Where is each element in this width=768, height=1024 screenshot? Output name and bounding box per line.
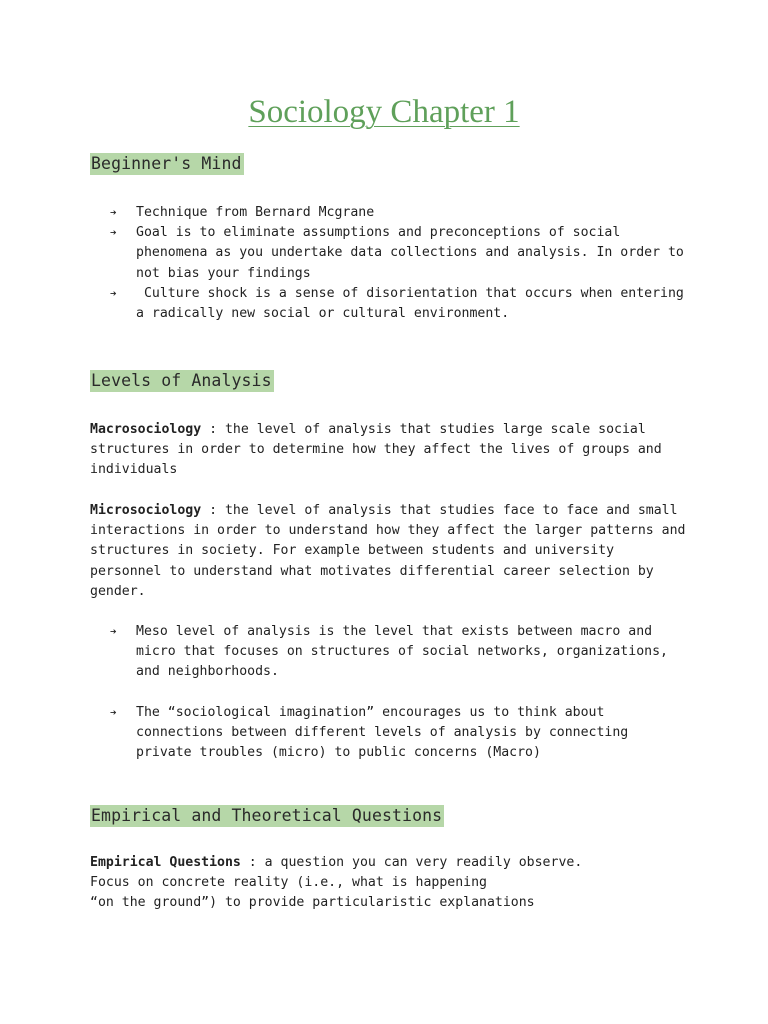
macrosociology-text: : the level of analysis that studies large scale social structures in order to determine how they affect the lives of groups and individuals: [90, 422, 662, 478]
section-heading-empirical-theoretical: Empirical and Theoretical Questions: [91, 806, 443, 825]
imagination-bullet-list: [110, 703, 685, 764]
bullet-text: Culture shock is a sense of disorientation that occurs when entering a radically new social or cultural environment.: [136, 285, 692, 322]
section-heading-levels-of-analysis: Levels of Analysis: [91, 371, 272, 390]
document-title: Sociology Chapter 1: [248, 94, 520, 130]
empirical-line-3: “on the ground”) to provide particularistic explanations: [90, 895, 535, 911]
empirical-line-1: : a question you can very readily observe.: [240, 855, 583, 870]
section-heading-beginners-mind: Beginner's Mind: [91, 154, 242, 173]
arrow-bullet-icon: ➔: [110, 226, 117, 240]
bullet-text: The “sociological imagination” encourages us to think about connections between different levels of analysis by connecting private troubles (micro) to public concerns (Macro): [136, 705, 629, 761]
empirical-line-2: Focus on concrete reality (i.e., what is happening: [90, 875, 487, 891]
empirical-questions-definition: [90, 853, 690, 914]
bullet-text: Meso level of analysis is the level that exists between macro and micro that focuses on structures of social networks, organizations, and neighborhoods.: [136, 624, 668, 680]
arrow-bullet-icon: ➔: [110, 206, 117, 219]
bullet-text: Technique from Bernard Mcgrane: [136, 205, 375, 220]
arrow-bullet-icon: ➔: [110, 706, 117, 719]
list-item: [110, 622, 685, 683]
term-microsociology: Microsociology: [90, 503, 202, 518]
microsociology-text: : the level of analysis that studies face to face and small interactions in order to understand how they affect the larger patterns and structures in society. For example between students and university personnel to understand what motivates differential career selection by gender.: [90, 503, 686, 599]
term-macrosociology: Macrosociology: [90, 422, 202, 437]
list-item: [110, 203, 685, 223]
list-item: [110, 703, 685, 764]
macrosociology-definition: [90, 420, 690, 481]
arrow-bullet-icon: ➔: [110, 286, 117, 300]
list-item: [110, 223, 685, 284]
bullet-text: Goal is to eliminate assumptions and preconceptions of social phenomena as you undertake data collections and analysis. In order to not bias your findings: [136, 225, 684, 281]
meso-bullet-list: [110, 622, 685, 683]
microsociology-definition: [90, 501, 690, 602]
list-item: [110, 284, 692, 324]
beginners-mind-bullet-list: [110, 203, 692, 324]
arrow-bullet-icon: ➔: [110, 625, 117, 638]
term-empirical-questions: Empirical Questions: [90, 855, 241, 870]
